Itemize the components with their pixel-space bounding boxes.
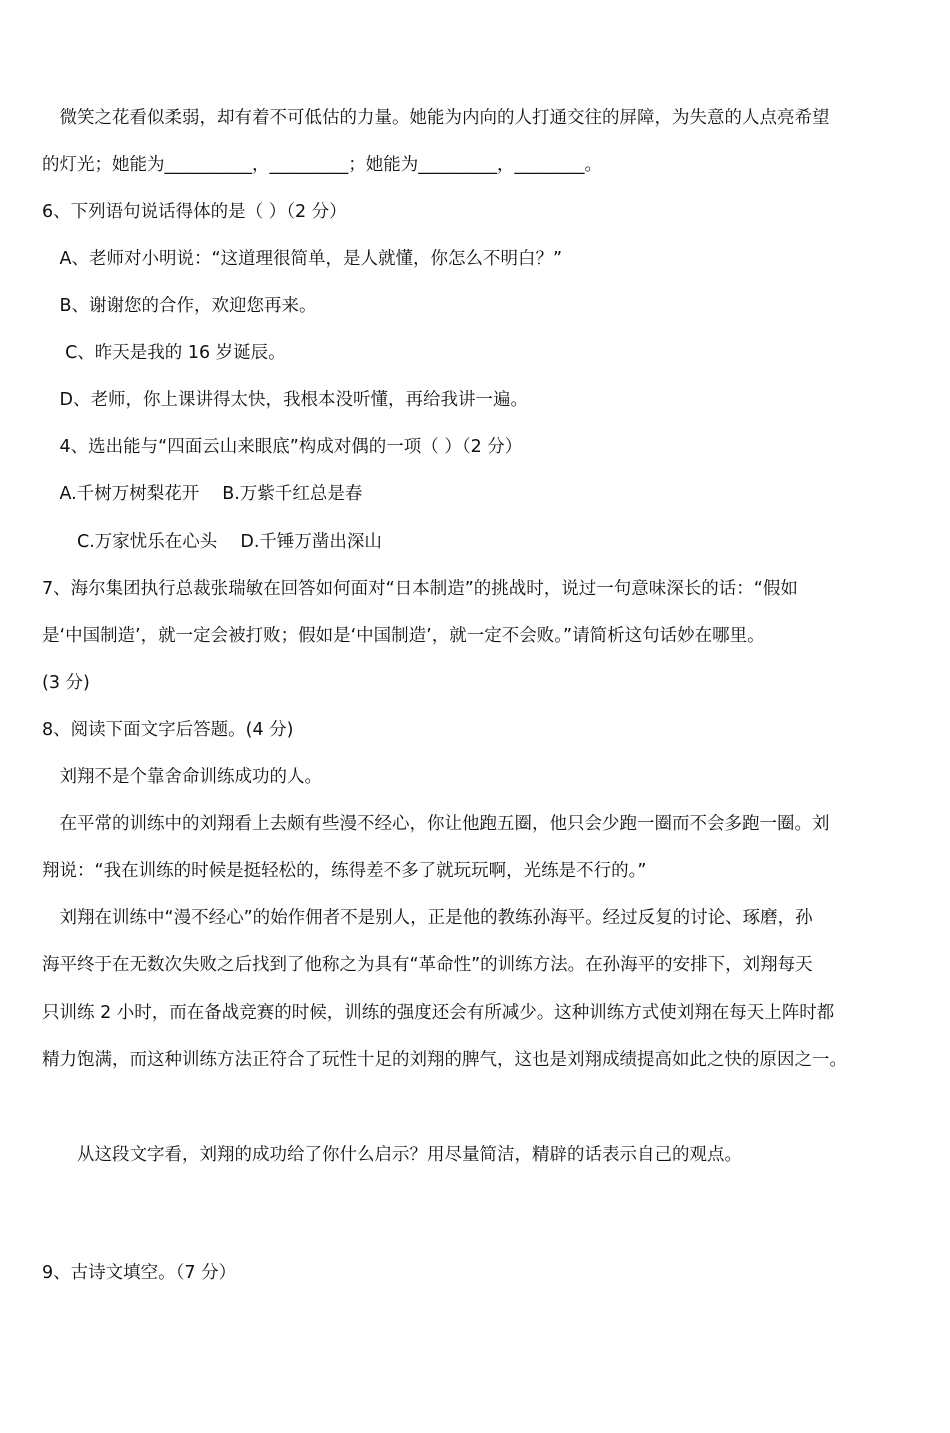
question-9-title: 9、古诗文填空。（7 分） xyxy=(42,1263,237,1283)
passage-line: 刘翔不是个靠舍命训练成功的人。 xyxy=(42,767,322,787)
passage-line: 刘翔在训练中“漫不经心”的始作佣者不是别人，正是他的教练孙海平。经过反复的讨论、琢磨，孙 xyxy=(42,908,813,928)
passage-line: 精力饱满，而这种训练方法正符合了玩性十足的刘翔的脾气，这也是刘翔成绩提高如此之快的原因之一。 xyxy=(42,1050,847,1070)
question-8-prompt: 从这段文字看，刘翔的成功给了你什么启示？用尽量简洁，精辟的话表示自己的观点。 xyxy=(42,1145,742,1165)
question-7-title: 7、海尔集团执行总裁张瑞敏在回答如何面对“日本制造”的挑战时，说过一句意味深长的话：“假如 xyxy=(42,579,798,599)
option-a: A、老师对小明说：“这道理很简单，是人就懂，你怎么不明白？” xyxy=(42,249,563,269)
passage-line: 海平终于在无数次失败之后找到了他称之为具有“革命性”的训练方法。在孙海平的安排下，刘翔每天 xyxy=(42,955,813,975)
option-b: B、谢谢您的合作，欢迎您再来。 xyxy=(42,296,317,316)
text-line: 的灯光；她能为__________，_________；她能为_________，________。 xyxy=(42,155,602,175)
text-line: 微笑之花看似柔弱，却有着不可低估的力量。她能为内向的人打通交往的屏障，为失意的人点亮希望 xyxy=(42,108,830,128)
passage-line: 翔说：“我在训练的时候是挺轻松的，练得差不多了就玩玩啊，光练是不行的。” xyxy=(42,861,647,881)
text-line: 是‘中国制造’，就一定会被打败；假如是‘中国制造’，就一定不会败。”请简析这句话妙在哪里。 xyxy=(42,626,765,646)
option-d: D、老师，你上课讲得太快，我根本没听懂，再给我讲一遍。 xyxy=(42,390,528,410)
question-4-title: 4、选出能与“四面云山来眼底”构成对偶的一项（ ）（2 分） xyxy=(42,437,523,457)
option-c: C、昨天是我的 16 岁诞辰。 xyxy=(42,343,286,363)
question-6-title: 6、下列语句说话得体的是（ ）（2 分） xyxy=(42,202,347,222)
options-cd: C.万家忧乐在心头 D.千锤万凿出深山 xyxy=(42,532,382,552)
passage-line: 在平常的训练中的刘翔看上去颇有些漫不经心，你让他跑五圈，他只会少跑一圈而不会多跑一圈。刘 xyxy=(42,814,830,834)
options-ab: A.千树万树梨花开 B.万紫千红总是春 xyxy=(42,484,363,504)
question-8-title: 8、阅读下面文字后答题。(4 分) xyxy=(42,720,294,740)
score-note: (3 分) xyxy=(42,673,90,693)
passage-line: 只训练 2 小时，而在备战竞赛的时候，训练的强度还会有所减少。这种训练方式使刘翔在每天上阵时都 xyxy=(42,1003,835,1023)
